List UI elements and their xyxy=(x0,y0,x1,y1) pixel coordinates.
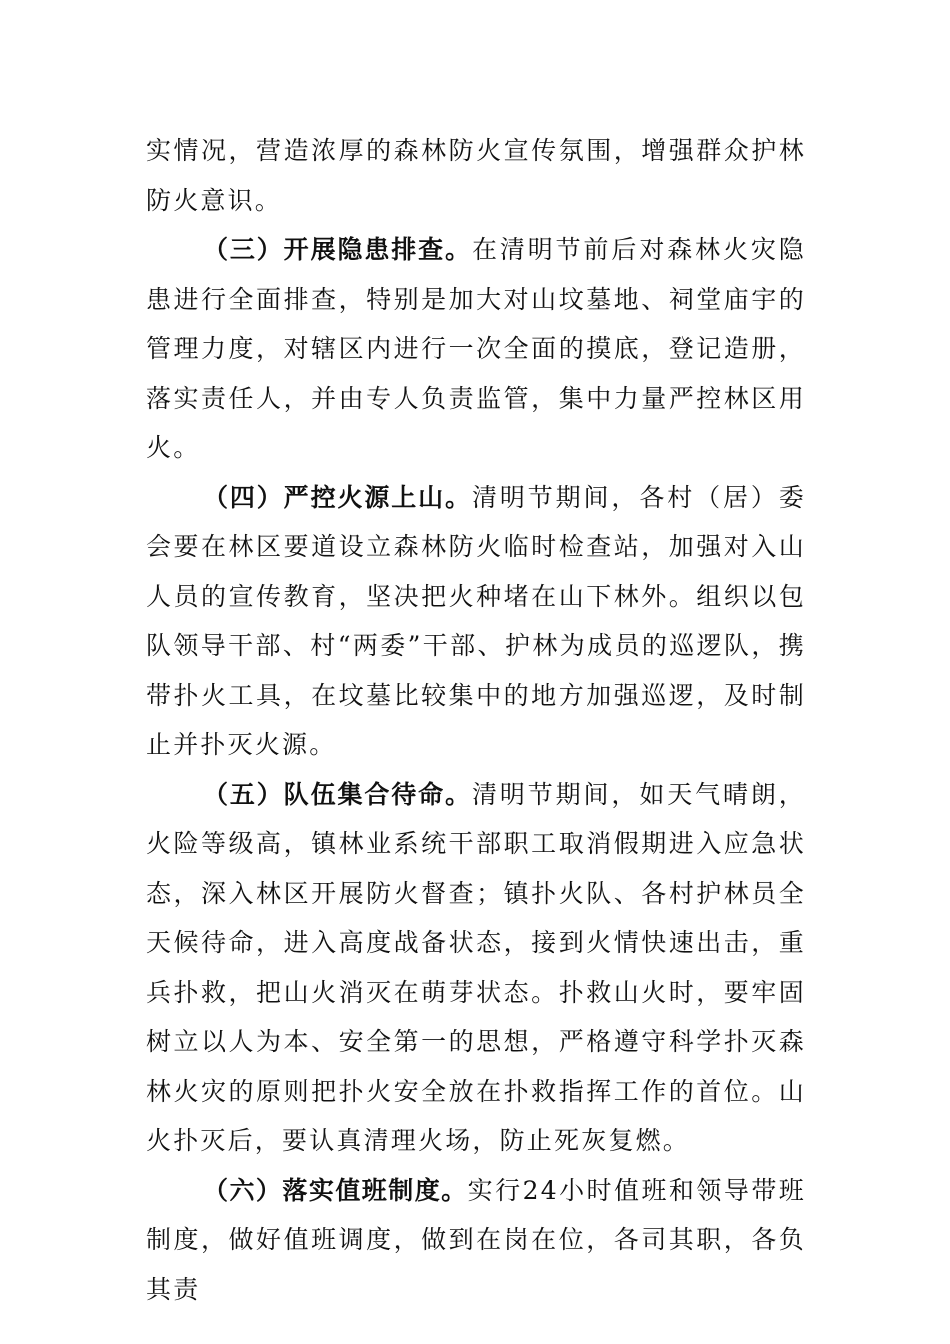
section-heading: （六）落实值班制度。 xyxy=(203,1175,468,1205)
paragraph-section-4 xyxy=(146,473,806,770)
paragraph-text: 清明节期间，各村（居）委会要在林区要道设立森林防火临时检查站，加强对入山人员的宣传教育，坚决把火种堵在山下林外。组织以包队领导干部、村“两委”干部、护林为成员的巡逻队，携带扑火工具，在坟墓比较集中的地方加强巡逻，及时制止并扑灭火源。 xyxy=(146,482,806,759)
paragraph-text: 实行24小时值班和领导带班制度，做好值班调度，做到在岗在位，各司其职，各负其责 xyxy=(146,1175,806,1304)
paragraph-section-3 xyxy=(146,225,806,473)
paragraph-section-5 xyxy=(146,770,806,1166)
section-heading: （三）开展隐患排查。 xyxy=(203,235,472,264)
paragraph-continuation xyxy=(146,126,806,225)
paragraph-text: 在清明节前后对森林火灾隐患进行全面排查，特别是加大对山坟墓地、祠堂庙宇的管理力度，对辖区内进行一次全面的摸底，登记造册，落实责任人，并由专人负责监管，集中力量严控林区用火。 xyxy=(146,235,806,462)
section-heading: （四）严控火源上山。 xyxy=(203,482,472,512)
paragraph-section-6 xyxy=(146,1166,806,1315)
document-body xyxy=(146,126,806,1314)
section-heading: （五）队伍集合待命。 xyxy=(203,779,472,809)
paragraph-text: 实情况，营造浓厚的森林防火宣传氛围，增强群众护林防火意识。 xyxy=(146,136,806,215)
paragraph-text: 清明节期间，如天气晴朗，火险等级高，镇林业系统干部职工取消假期进入应急状态，深入林区开展防火督查；镇扑火队、各村护林员全天候待命，进入高度战备状态，接到火情快速出击，重兵扑救，把山火消灭在萌芽状态。扑救山火时，要牢固树立以人为本、安全第一的思想，严格遵守科学扑灭森林火灾的原则把扑火安全放在扑救指挥工作的首位。山火扑灭后，要认真清理火场，防止死灰复燃。 xyxy=(146,779,806,1155)
